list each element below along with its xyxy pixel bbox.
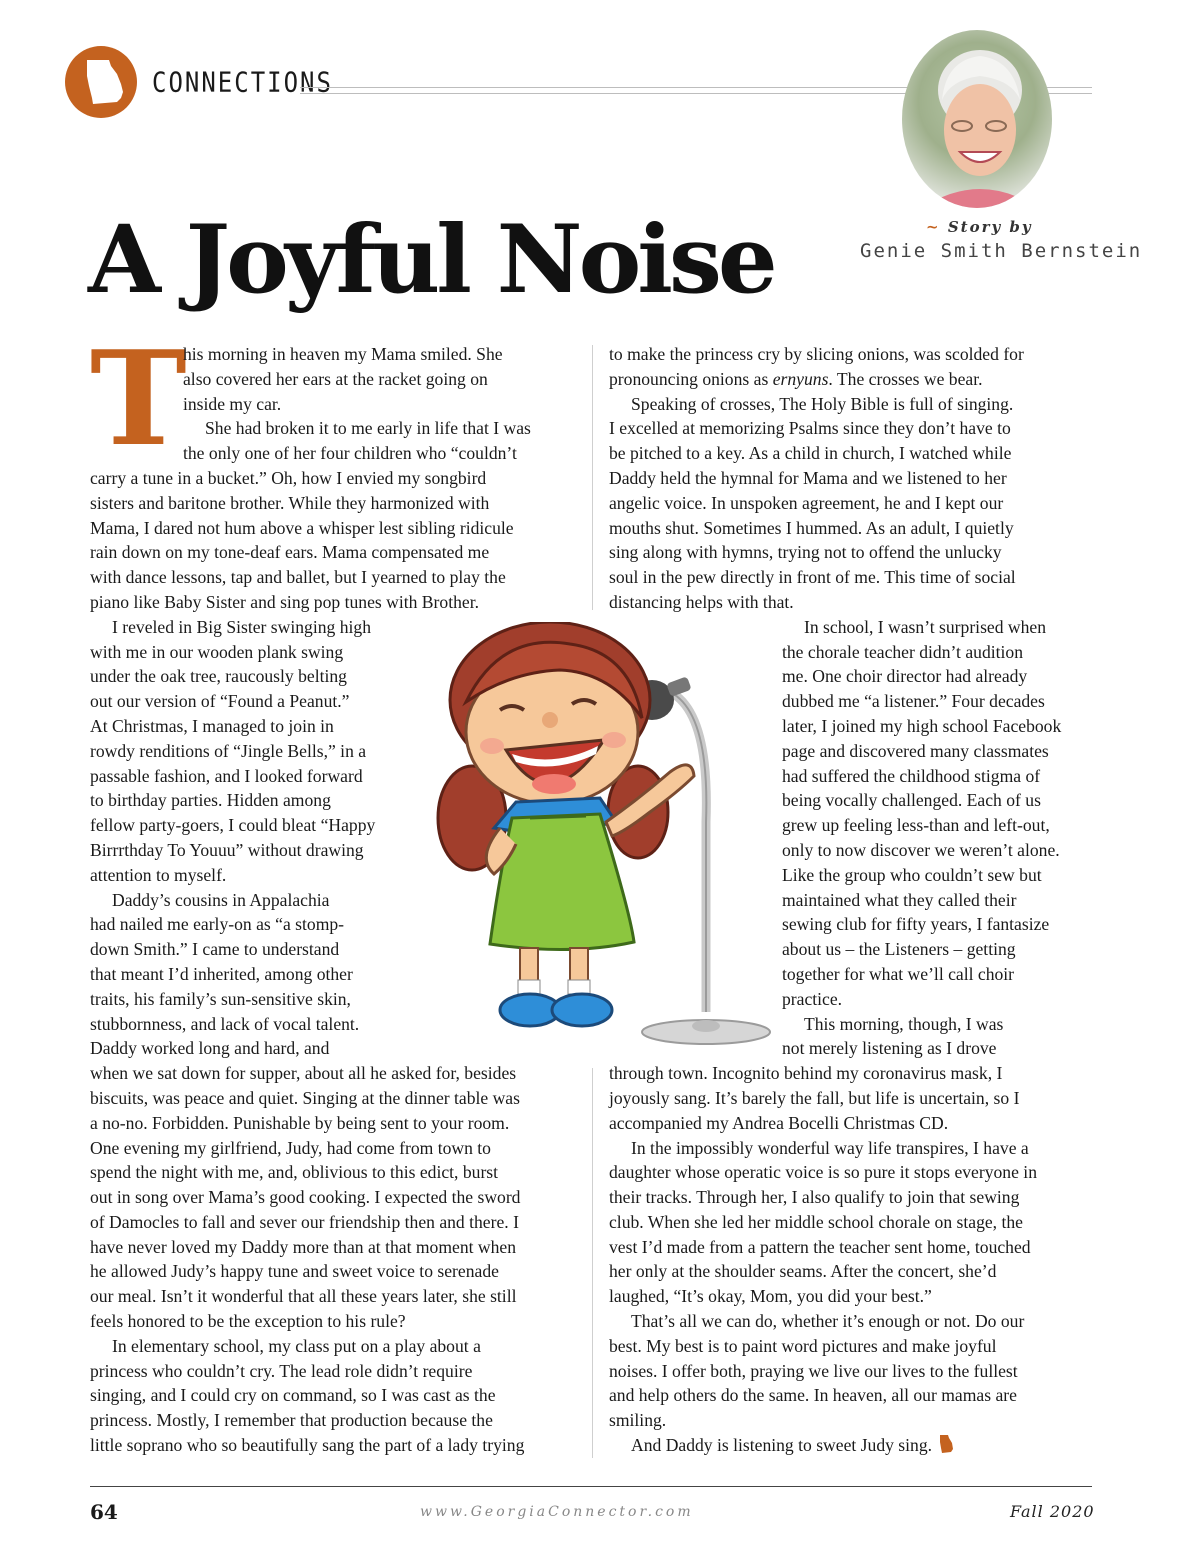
text-line: best. My best is to paint word pictures and make joyful <box>609 1335 997 1356</box>
text-line: carry a tune in a bucket.” Oh, how I envied my songbird <box>90 467 487 488</box>
text-line: In the impossibly wonderful way life transpires, I have a <box>631 1137 1029 1158</box>
text-line: rain down on my tone-deaf ears. Mama compensated me <box>90 542 490 563</box>
text-line: This morning, though, I was <box>804 1013 1004 1034</box>
text-line: when we sat down for supper, about all he asked for, besides <box>90 1063 517 1084</box>
text-line: spend the night with me, and, oblivious to this edict, burst <box>90 1162 499 1183</box>
text-line: club. When she led her middle school chorale on stage, the <box>609 1211 1023 1232</box>
text-line: her only at the shoulder seams. After the concert, she’d <box>609 1261 997 1282</box>
text-line: had suffered the childhood stigma of <box>782 765 1041 786</box>
text-line: being vocally challenged. Each of us <box>782 790 1041 811</box>
text-line: to make the princess cry by slicing onions, was scolded for <box>609 344 1024 364</box>
text-line: fellow party-goers, I could bleat “Happy <box>90 815 376 836</box>
text-line: That’s all we can do, whether it’s enough or not. Do our <box>631 1311 1025 1332</box>
text-line: grew up feeling less-than and left-out, <box>782 815 1050 836</box>
text-fragment: . The crosses we bear. <box>828 368 983 389</box>
text-line: of Damocles to fall and sever our friendship then and there. I <box>90 1211 519 1232</box>
text-line: maintained what they called their <box>782 889 1017 910</box>
footer-rule <box>90 1486 1092 1487</box>
text-line: inside my car. <box>183 393 282 414</box>
byline: ~ Story by <box>926 218 1033 236</box>
byline-label: Story by <box>947 218 1033 236</box>
text-line: Daddy’s cousins in Appalachia <box>112 889 330 910</box>
text-line: have never loved my Daddy more than at that moment when <box>90 1236 517 1257</box>
text-line: to birthday parties. Hidden among <box>90 790 331 811</box>
text-line: I reveled in Big Sister swinging high <box>112 616 371 637</box>
author-portrait <box>902 30 1052 208</box>
text-line: out in song over Mama’s good cooking. I expected the sword <box>90 1187 521 1208</box>
issue-label: Fall 2020 <box>1010 1502 1095 1521</box>
text-line: In school, I wasn’t surprised when <box>804 616 1047 637</box>
text-line: princess who couldn’t cry. The lead role didn’t require <box>90 1360 473 1381</box>
text-line: little soprano who so beautifully sang the part of a lady trying <box>90 1435 525 1456</box>
text-line: Speaking of crosses, The Holy Bible is full of singing. <box>631 393 1014 414</box>
text-line: singing, and I could cry on command, so I was cast as the <box>90 1385 496 1406</box>
text-line: only to now discover we weren’t alone. <box>782 839 1060 860</box>
text-line: Like the group who couldn’t sew but <box>782 864 1042 885</box>
singing-girl-illustration <box>420 622 780 1047</box>
column-divider-lower <box>592 1068 593 1458</box>
closing-line: And Daddy is listening to sweet Judy sing. <box>631 1435 933 1456</box>
article-title: A Joyful Noise <box>88 205 774 315</box>
text-line: with me in our wooden plank swing <box>90 641 344 662</box>
text-line: me. One choir director had already <box>782 666 1028 687</box>
text-line <box>609 367 1095 392</box>
text-line: traits, his family’s sun-sensitive skin, <box>90 988 351 1009</box>
text-line: accompanied my Andrea Bocelli Christmas CD. <box>609 1112 949 1133</box>
text-line: together for what we’ll call choir <box>782 963 1015 984</box>
text-line: down Smith.” I came to understand <box>90 939 340 960</box>
text-line: piano like Baby Sister and sing pop tunes with Brother. <box>90 591 479 612</box>
text-line: with dance lessons, tap and ballet, but I yearned to play the <box>90 567 506 588</box>
text-line: attention to myself. <box>90 864 227 885</box>
text-line: had nailed me early-on as “a stomp- <box>90 914 345 935</box>
text-line: passable fashion, and I looked forward <box>90 765 363 786</box>
text-line: In elementary school, my class put on a play about a <box>112 1335 481 1356</box>
text-line: angelic voice. In unspoken agreement, he and I kept our <box>609 492 1004 513</box>
text-line: their tracks. Through her, I also qualify to join that sewing <box>609 1187 1020 1208</box>
text-line: our meal. Isn’t it wonderful that all these years later, she still <box>90 1286 517 1307</box>
text-line: and help others do the same. In heaven, all our mamas are <box>609 1385 1017 1406</box>
text-line: Daddy worked long and hard, and <box>90 1038 330 1059</box>
text-line: dubbed me “a listener.” Four decades <box>782 691 1045 712</box>
page-number: 64 <box>90 1500 118 1524</box>
text-line: sing along with hymns, trying not to offend the unlucky <box>609 542 1002 563</box>
drop-cap: T <box>90 322 187 475</box>
georgia-state-icon <box>65 46 137 118</box>
text-line: he allowed Judy’s happy tune and sweet voice to serenade <box>90 1261 499 1282</box>
text-line: Mama, I dared not hum above a whisper lest sibling ridicule <box>90 517 514 538</box>
text-line: joyously sang. It’s barely the fall, but life is uncertain, so I <box>609 1087 1020 1108</box>
text-line: the only one of her four children who “couldn’t <box>183 443 517 464</box>
text-line: laughed, “It’s okay, Mom, you did your best.” <box>609 1286 932 1307</box>
text-line: under the oak tree, raucously belting <box>90 666 347 687</box>
text-line: feels honored to be the exception to his rule? <box>90 1311 406 1332</box>
text-fragment: pronouncing onions as <box>609 368 769 389</box>
author-name: Genie Smith Bernstein <box>860 240 1143 262</box>
text-line: about us – the Listeners – getting <box>782 939 1016 960</box>
text-line: his morning in heaven my Mama smiled. She <box>183 344 503 364</box>
georgia-end-icon <box>938 1434 954 1454</box>
text-line: mouths shut. Sometimes I hummed. As an adult, I quietly <box>609 517 1014 538</box>
text-line: One evening my girlfriend, Judy, had come from town to <box>90 1137 491 1158</box>
section-label: CONNECTIONS <box>152 66 333 99</box>
text-line: not merely listening as I drove <box>782 1038 997 1059</box>
website-url: www.GeorgiaConnector.com <box>420 1504 694 1520</box>
text-line: soul in the pew directly in front of me. This time of social <box>609 567 1016 588</box>
text-line: a no-no. Forbidden. Punishable by being sent to your room. <box>90 1112 510 1133</box>
text-line: Daddy held the hymnal for Mama and we listened to her <box>609 467 1007 488</box>
text-line: sewing club for fifty years, I fantasize <box>782 914 1050 935</box>
text-line: distancing helps with that. <box>609 591 794 612</box>
text-line: also covered her ears at the racket going on <box>183 368 488 389</box>
text-line: At Christmas, I managed to join in <box>90 715 334 736</box>
text-line <box>609 1433 1095 1458</box>
text-line: She had broken it to me early in life that I was <box>205 418 531 439</box>
text-line: page and discovered many classmates <box>782 740 1049 761</box>
text-line: I excelled at memorizing Psalms since they don’t have to <box>609 418 1011 439</box>
text-line: noises. I offer both, praying we live our lives to the fullest <box>609 1360 1018 1381</box>
text-line: be pitched to a key. As a child in church, I watched while <box>609 443 1012 464</box>
text-line: the chorale teacher didn’t audition <box>782 641 1024 662</box>
text-line: biscuits, was peace and quiet. Singing at the dinner table was <box>90 1087 520 1108</box>
text-line: Birrrthday To Youuu” without drawing <box>90 839 364 860</box>
column-divider <box>592 345 593 610</box>
text-line: daughter whose operatic voice is so pure it stops everyone in <box>609 1162 1037 1183</box>
text-line: stubbornness, and lack of vocal talent. <box>90 1013 360 1034</box>
emphasis-word: ernyuns <box>772 368 829 389</box>
text-line: rowdy renditions of “Jingle Bells,” in a <box>90 740 367 761</box>
text-line: smiling. <box>609 1410 667 1431</box>
text-line: later, I joined my high school Facebook <box>782 715 1062 736</box>
text-line: princess. Mostly, I remember that production because the <box>90 1410 493 1431</box>
text-line: practice. <box>782 988 843 1009</box>
text-line: through town. Incognito behind my coronavirus mask, I <box>609 1063 1003 1084</box>
text-line: that meant I’d inherited, among other <box>90 963 353 984</box>
text-line: sisters and baritone brother. While they harmonized with <box>90 492 490 513</box>
text-line: out our version of “Found a Peanut.” <box>90 691 350 712</box>
text-line: vest I’d made from a pattern the teacher sent home, touched <box>609 1236 1031 1257</box>
